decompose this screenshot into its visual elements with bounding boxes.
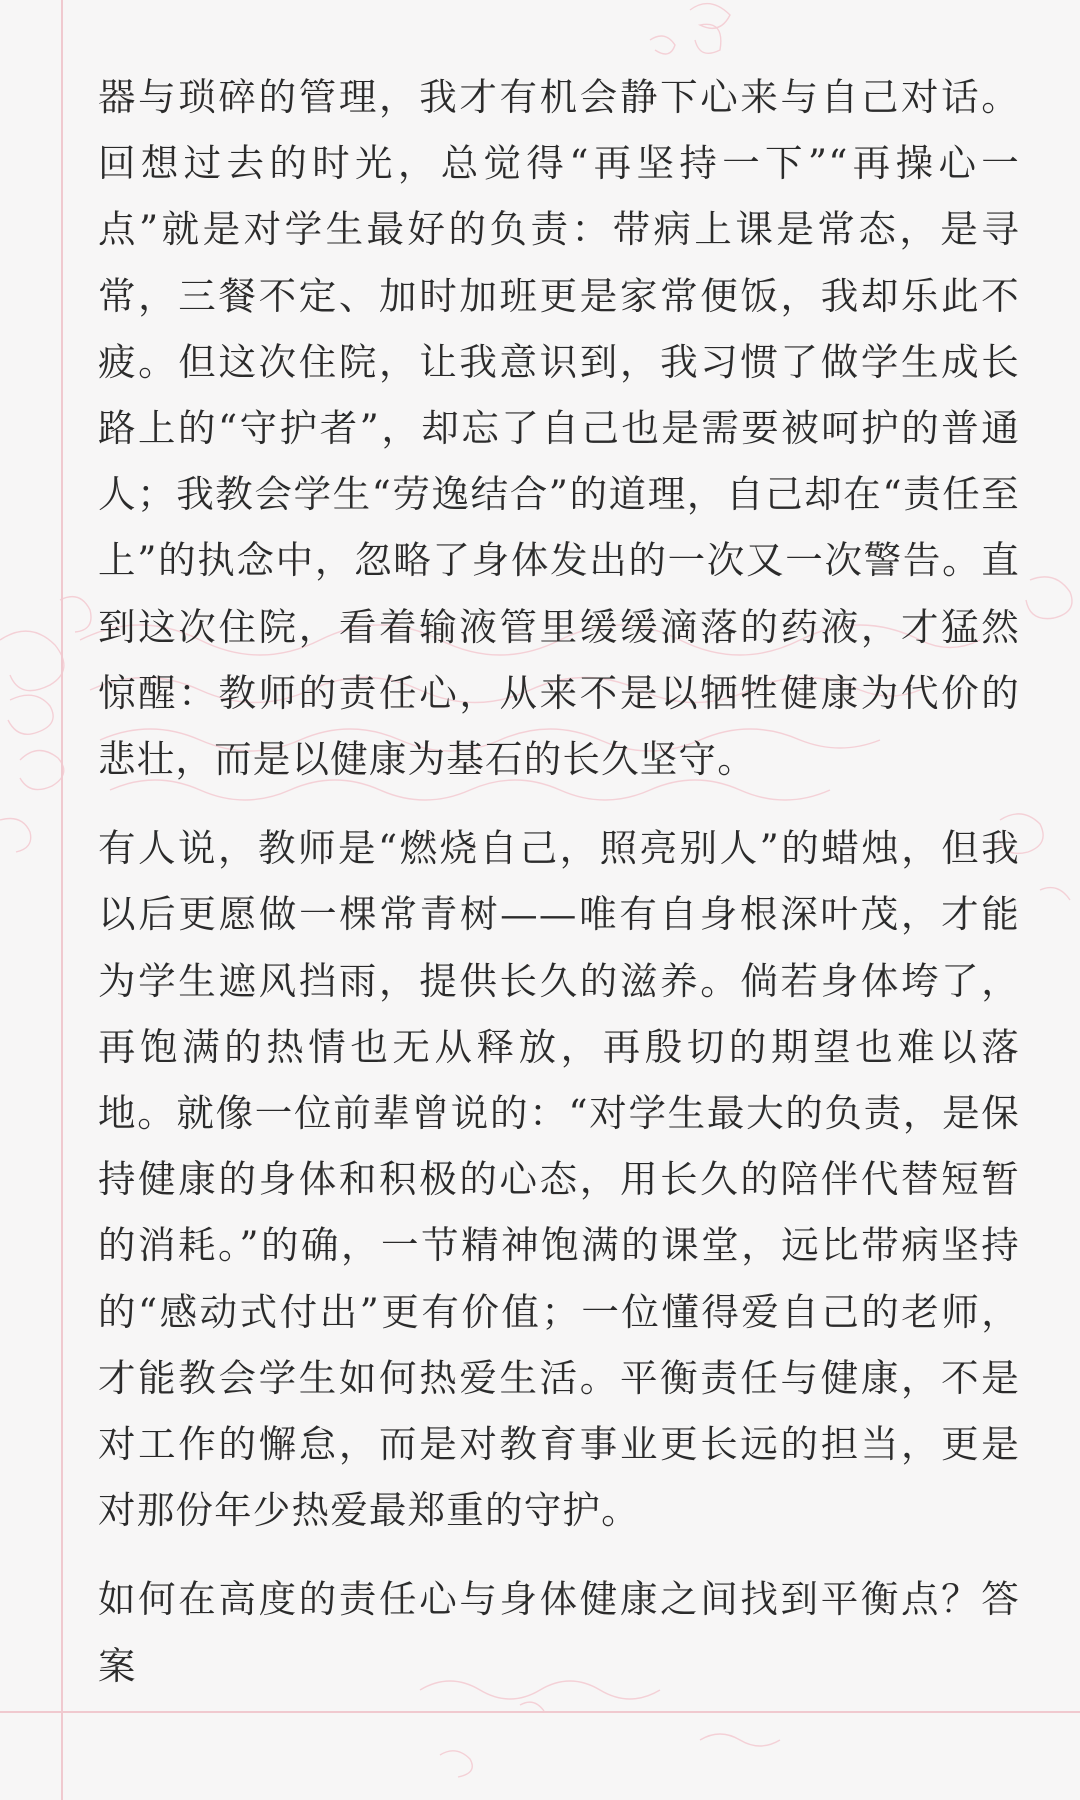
article-body bbox=[98, 64, 1020, 1699]
paragraph-1: 器与琐碎的管理，我才有机会静下心来与自己对话。回想过去的时光，总觉得“再坚持一下”“再操心一点”就是对学生最好的负责：带病上课是常态，是寻常，三餐不定、加时加班更是家常便饭，我却乐此不疲。但这次住院，让我意识到，我习惯了做学生成长路上的“守护者”，却忘了自己也是需要被呵护的普通人；我教会学生“劳逸结合”的道理，自己却在“责任至上”的执念中，忽略了身体发出的一次又一次警告。直到这次住院，看着输液管里缓缓滴落的药液，才猛然惊醒：教师的责任心，从来不是以牺牲健康为代价的悲壮，而是以健康为基石的长久坚守。 bbox=[98, 75, 1020, 782]
paragraph-3: 如何在高度的责任心与身体健康之间找到平衡点？答案 bbox=[98, 1577, 1020, 1688]
paragraph-2: 有人说，教师是“燃烧自己，照亮别人”的蜡烛，但我以后更愿做一棵常青树——唯有自身根深叶茂，才能为学生遮风挡雨，提供长久的滋养。倘若身体垮了，再饱满的热情也无从释放，再殷切的期望也难以落地。就像一位前辈曾说的：“对学生最大的负责，是保持健康的身体和积极的心态，用长久的陪伴代替短暂的消耗。”的确，一节精神饱满的课堂，远比带病坚持的“感动式付出”更有价值；一位懂得爱自己的老师，才能教会学生如何热爱生活。平衡责任与健康，不是对工作的懈怠，而是对教育事业更长远的担当，更是对那份年少热爱最郑重的守护。 bbox=[98, 826, 1020, 1533]
bottom-rule bbox=[0, 1711, 1080, 1713]
margin-line bbox=[61, 0, 63, 1800]
